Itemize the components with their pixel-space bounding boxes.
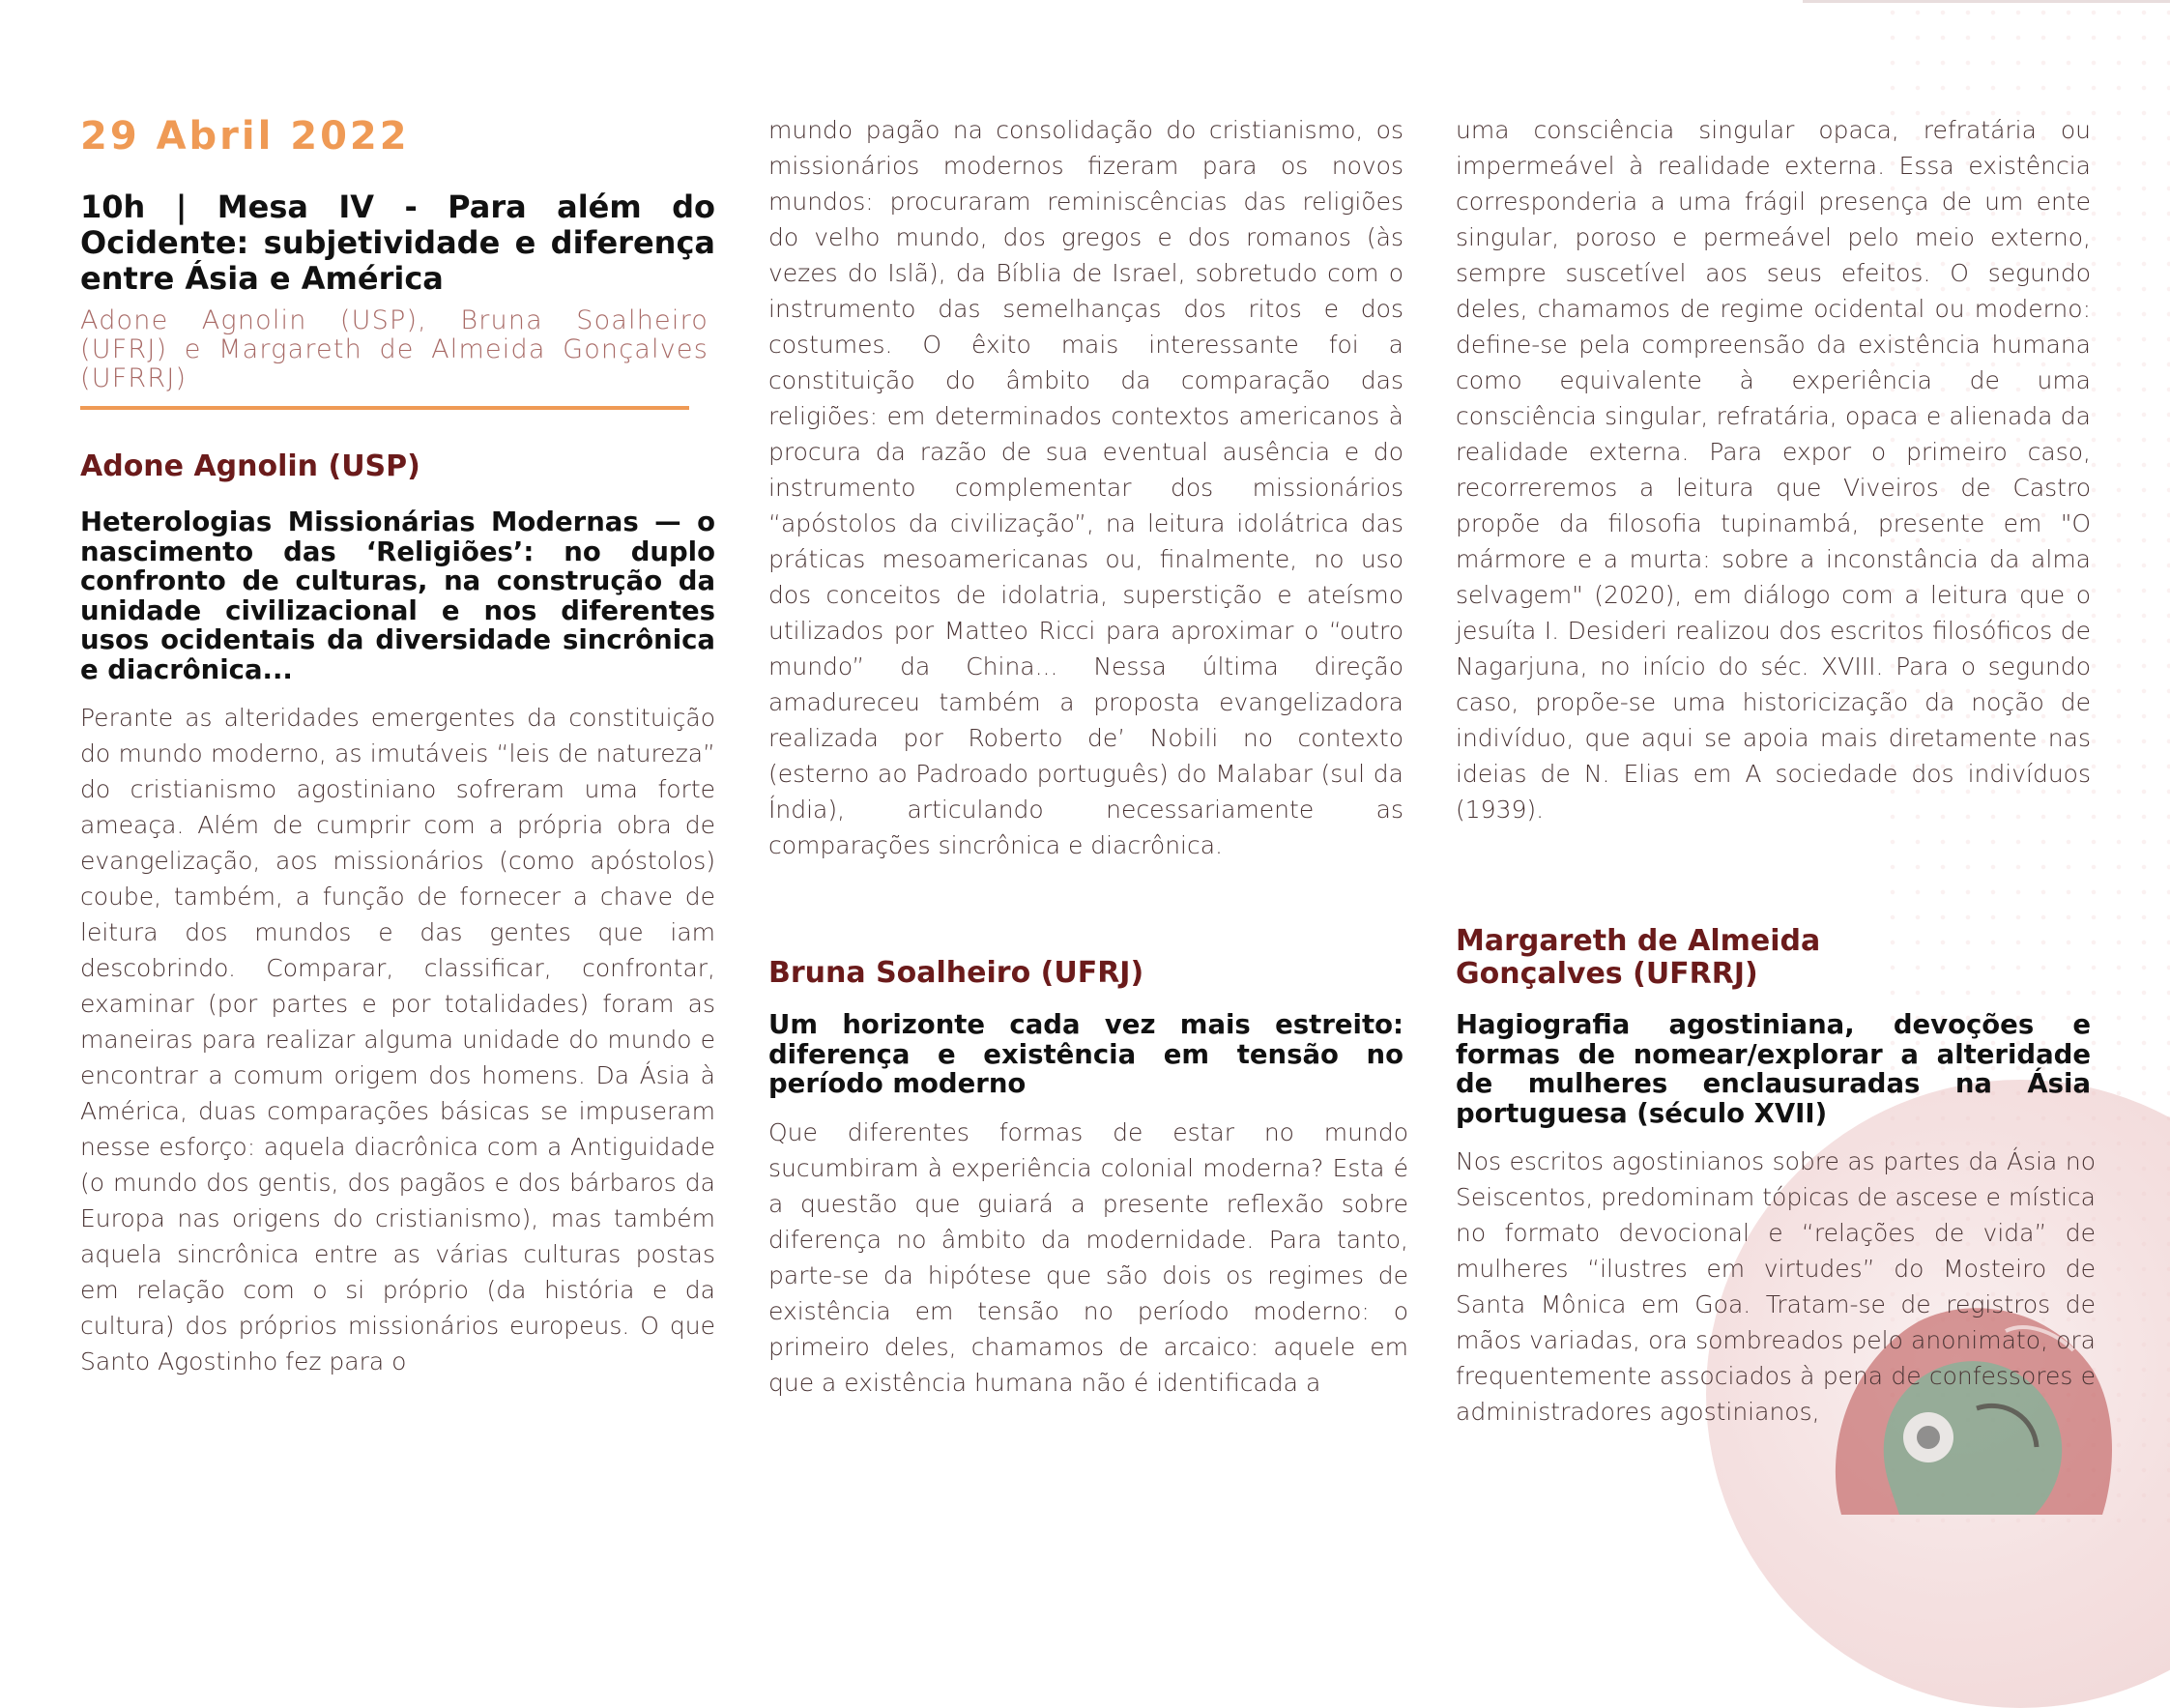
session-divider (80, 406, 689, 410)
talk-abstract: Que diferentes formas de estar no mundo sucumbiram à experiência colonial moderna? Esta é a questão que guiará a presente reflexão sobre diferença no âmbito da modernidade. Para tanto, parte-se da hipótese que são dois os regimes de existência em tensão no período moderno: o primeiro deles, chamamos de arcaico: aquele em que a existência humana não é identificada a (768, 1118, 1408, 1397)
speaker-name: Adone Agnolin (USP) (80, 449, 420, 483)
talk-abstract-continued: mundo pagão na consolidação do cristianismo, os missionários modernos fizeram para os novos mundos: procuraram reminiscências das religiões do velho mundo, dos gregos e dos romanos (às vezes do Islã), da Bíblia de Israel, sobretudo com o instrumento das semelhanças dos ritos e dos costumes. O êxito mais interessante foi a constituição do âmbito da comparação das religiões: em determinados contextos americanos à procura da razão de sua eventual ausência e do instrumento complementar dos missionários “apóstolos da civilização”, na leitura idolátrica das práticas mesoamericanas ou, finalmente, no uso dos conceitos de idolatria, superstição e ateísmo utilizados por Matteo Ricci para aproximar o “outro mundo” da China... Nessa última direção amadureceu também a proposta evangelizadora realizada por Roberto de’ Nobili no contexto (esterno ao Padroado português) do Malabar (sul da Índia), articulando necessariamente as comparações sincrônica e diacrônica. (768, 116, 1403, 859)
talk-title: Heterologias Missionárias Modernas — o nascimento das ‘Religiões’: no duplo confronto de culturas, na construção da unidade civilizacional e nos diferentes usos ocidentais da diversidade sincrônica e diacrônica... (80, 507, 715, 685)
speaker-name: Bruna Soalheiro (UFRJ) (768, 956, 1144, 990)
talk-abstract: Nos escritos agostinianos sobre as partes da Ásia no Seiscentos, predominam tópicas de ascese e mística no formato devocional e “relações de vida” de mulheres “ilustres em virtudes” do Mosteiro de Santa Mônica em Goa. Tratam-se de registros de mãos variadas, ora sombreados pelo anonimato, ora frequentemente associados à pena de confessores e administradores agostinianos, (1456, 1147, 2096, 1426)
session-speakers: Adone Agnolin (USP), Bruna Soalheiro (UFRJ) e Margareth de Almeida Gonçalves (UFRRJ) (80, 305, 709, 393)
talk-abstract: Perante as alteridades emergentes da constituição do mundo moderno, as imutáveis “leis de natureza” do cristianismo agostiniano sofreram uma forte ameaça. Além de cumprir com a própria obra de evangelização, aos missionários (como apóstolos) coube, também, a função de fornecer a chave de leitura dos mundos e das gentes que iam descobrindo. Comparar, classificar, confrontar, examinar (por partes e por totalidades) foram as maneiras para realizar alguma unidade do mundo e encontrar a comum origem dos homens. Da Ásia à América, duas comparações básicas se impuseram nesse esforço: aquela diacrônica com a Antiguidade (o mundo dos gentis, dos pagãos e dos bárbaros da Europa nas origens do cristianismo), mas também aquela sincrônica entre as várias culturas postas em relação com o si próprio (da história e da cultura) dos próprios missionários europeus. O que Santo Agostinho fez para o (80, 704, 715, 1375)
talk-title: Um horizonte cada vez mais estreito: diferença e existência em tensão no período moderno (768, 1009, 1403, 1099)
event-date: 29 Abril 2022 (80, 114, 410, 159)
speaker-name: Margareth de Almeida Gonçalves (UFRRJ) (1456, 924, 1821, 991)
session-title: 10h | Mesa IV - Para além do Ocidente: subjetividade e diferença entre Ásia e América (80, 188, 715, 297)
talk-abstract-continued: uma consciência singular opaca, refratária ou impermeável à realidade externa. Essa existência corresponderia a uma frágil presença de um ente singular, poroso e permeável pelo meio externo, sempre suscetível aos seus efeitos. O segundo deles, chamamos de regime ocidental ou moderno: define-se pela compreensão da existência humana como equivalente à experiência de uma consciência singular, refratária, opaca e alienada da realidade externa. Para expor o primeiro caso, recorreremos a leitura que Viveiros de Castro propõe da filosofia tupinambá, presente em "O mármore e a murta: sobre a inconstância da alma selvagem" (2020), em diálogo com a leitura que o jesuíta I. Desideri realizou dos escritos filosóficos de Nagarjuna, no início do séc. XVIII. Para o segundo caso, propõe-se uma historicização da noção de indivíduo, que aqui se apoia mais diretamente nas ideias de N. Elias em A sociedade dos indivíduos (1939). (1456, 116, 2091, 824)
talk-title: Hagiografia agostiniana, devoções e formas de nomear/explorar a alteridade de mulheres enclausuradas na Ásia portuguesa (século XVII) (1456, 1009, 2091, 1129)
decorative-top-line (1803, 0, 2170, 3)
